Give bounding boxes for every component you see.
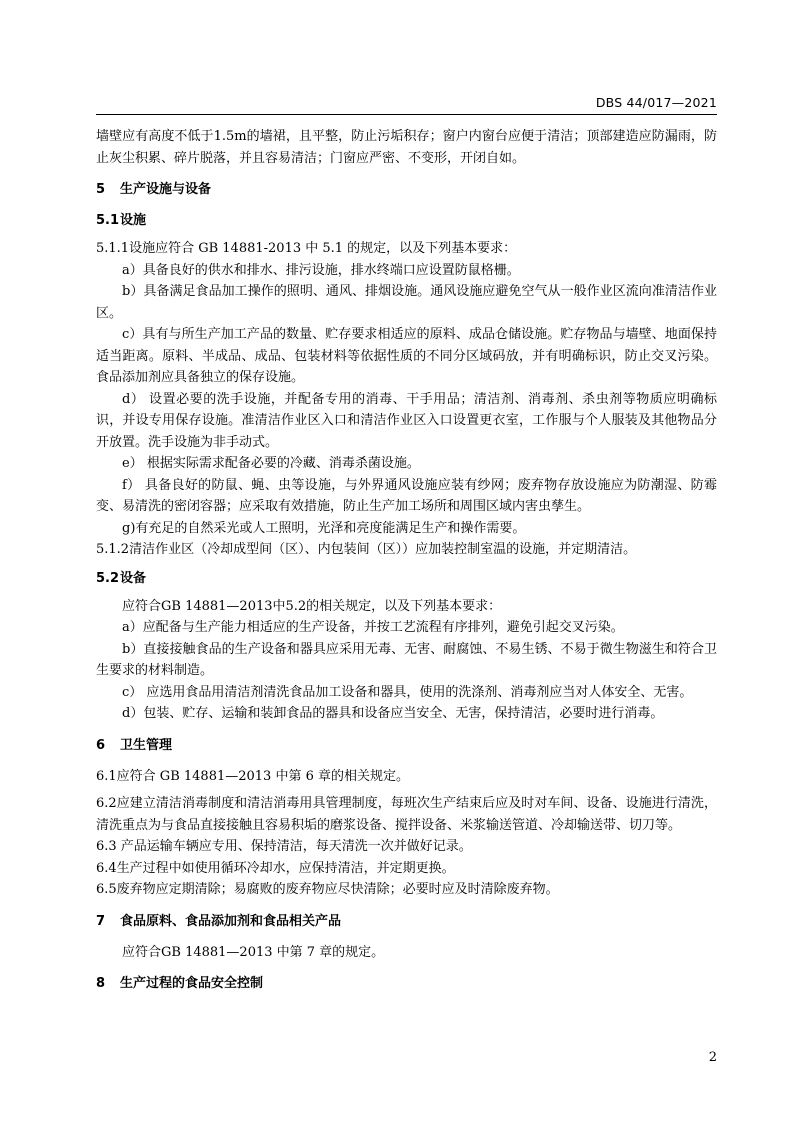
- section-heading: [96, 179, 717, 200]
- paragraph: b）具备满足食品加工操作的照明、通风、排烟设施。通风设施应避免空气从一般作业区流向准清洁作业区。: [96, 284, 717, 321]
- heading-number: 5: [96, 182, 106, 197]
- heading-text: 生产过程的食品安全控制: [120, 976, 264, 991]
- paragraph: 5.1.2清洁作业区（冷却成型间（区）、内包装间（区））应加装控制室温的设施，并定期清洁。: [96, 542, 637, 557]
- paragraph: a）应配备与生产能力相适应的生产设备，并按工艺流程有序排列，避免引起交叉污染。: [122, 620, 624, 635]
- paragraph: c）具有与所生产加工产品的数量、贮存要求相适应的原料、成品仓储设施。贮存物品与墙壁、地面保持适当距离。原料、半成品、成品、包装材料等依据性质的不同分区域码放，并有明确标识，防止交叉污染。食品添加剂应具备独立的保存设施。: [96, 327, 717, 385]
- heading-text: 设施: [120, 213, 147, 228]
- paragraph: 6.2应建立清洁消毒制度和清洁消毒用具管理制度，每班次生产结束后应及时对车间、设备、设施进行清洗，清洗重点为与食品直接接触且容易积垢的磨浆设备、搅拌设备、米浆输送管道、冷却输送带、切刀等。: [96, 796, 717, 833]
- paragraph: 6.5废弃物应定期清除；易腐败的废弃物应尽快清除；必要时应及时清除废弃物。: [96, 882, 559, 897]
- page-number: 2: [708, 1050, 717, 1065]
- heading-number: 5.2: [96, 570, 120, 586]
- paragraph: b）直接接触食品的生产设备和器具应采用无毒、无害、耐腐蚀、不易生锈、不易于微生物滋生和符合卫生要求的材料制造。: [96, 641, 717, 678]
- heading-text: 生产设施与设备: [120, 182, 212, 197]
- document-body: [96, 126, 717, 1004]
- heading-number: 5.1: [96, 213, 120, 228]
- heading-text: 设备: [120, 570, 147, 586]
- paragraph: a）具备良好的供水和排水、排污设施，排水终端口应设置防鼠格栅。: [122, 262, 520, 278]
- paragraph: 6.1应符合 GB 14881—2013 中第 6 章的相关规定。: [96, 768, 409, 784]
- document-code: DBS 44/017—2021: [595, 95, 717, 110]
- header-divider: [96, 114, 717, 115]
- paragraph: 6.3 产品运输车辆应专用、保持清洁，每天清洗一次并做好记录。: [96, 839, 472, 854]
- paragraph: e） 根据实际需求配备必要的冷藏、消毒杀菌设施。: [122, 456, 420, 471]
- paragraph: 6.4生产过程中如使用循环冷却水，应保持清洁，并定期更换。: [96, 860, 455, 876]
- heading-number: 7: [96, 913, 106, 929]
- paragraph: 应符合GB 14881—2013 中第 7 章的规定。: [122, 944, 385, 960]
- section-heading: [96, 973, 717, 994]
- paragraph: 5.1.1设施应符合 GB 14881-2013 中 5.1 的规定，以及下列基本要求：: [96, 241, 517, 256]
- heading-text: 食品原料、食品添加剂和食品相关产品: [120, 913, 342, 929]
- paragraph: c） 应选用食品用清洁剂清洗食品加工设备和器具，使用的洗涤剂、消毒剂应当对人体安全、无害。: [122, 684, 693, 700]
- paragraph: d）包装、贮存、运输和装卸食品的器具和设备应当安全、无害，保持清洁，必要时进行消毒。: [122, 706, 664, 721]
- subsection-heading: [96, 568, 717, 589]
- section-heading: [96, 911, 717, 932]
- heading-text: 卫生管理: [120, 737, 173, 753]
- paragraph: d） 设置必要的洗手设施，并配备专用的消毒、干手用品；清洁剂、消毒剂、杀虫剂等物质应明确标识，并设专用保存设施。准清洁作业区入口和清洁作业区入口设置更衣室，工作服与个人服装及其他物品分开放置。洗手设施为非手动式。: [96, 391, 717, 450]
- paragraph: 应符合GB 14881—2013中5.2的相关规定，以及下列基本要求：: [122, 598, 502, 614]
- paragraph: 墙壁应有高度不低于1.5m的墙裙，且平整，防止污垢积存；窗户内窗台应便于清洁；顶部建造应防漏雨，防止灰尘积累、碎片脱落，并且容易清洁；门窗应严密、不变形，开闭自如。: [96, 129, 717, 166]
- section-heading: [96, 735, 717, 756]
- paragraph: f） 具备良好的防鼠、蝇、虫等设施，与外界通风设施应装有纱网；废弃物存放设施应为防潮湿、防霉变、易清洗的密闭容器；应采取有效措施，防止生产加工场所和周围区域内害虫孳生。: [96, 477, 717, 514]
- subsection-heading: [96, 210, 717, 231]
- paragraph: g)有充足的自然采光或人工照明，光泽和亮度能满足生产和操作需要。: [122, 520, 526, 536]
- heading-number: 6: [96, 737, 106, 753]
- heading-number: 8: [96, 976, 106, 991]
